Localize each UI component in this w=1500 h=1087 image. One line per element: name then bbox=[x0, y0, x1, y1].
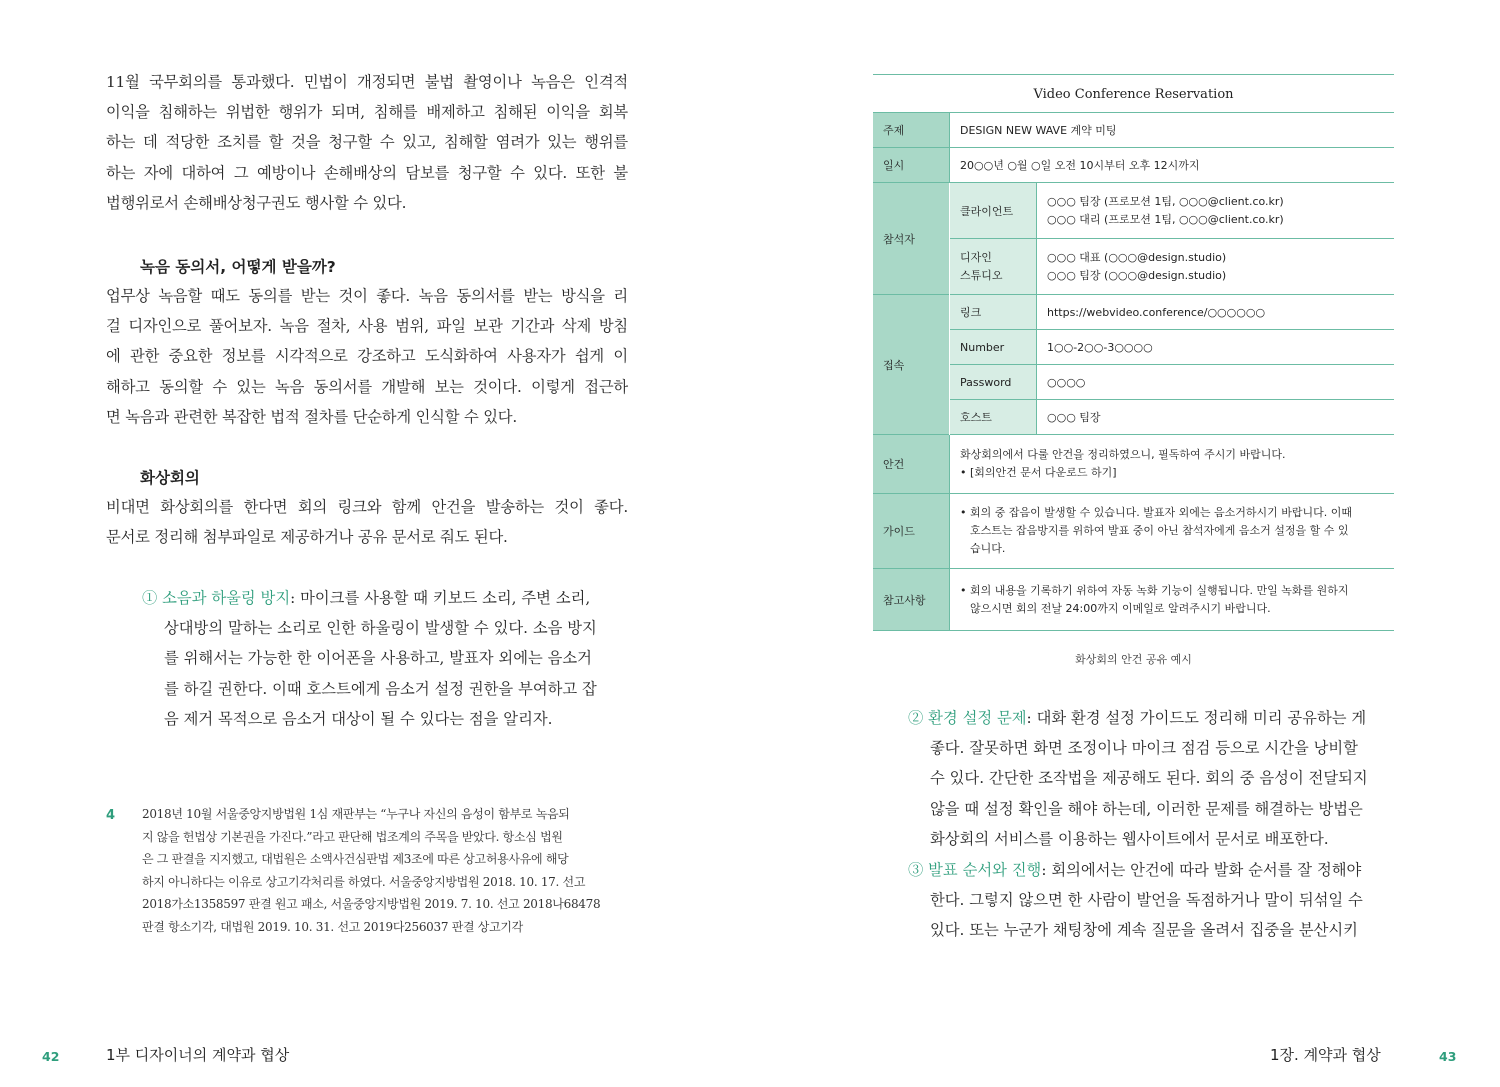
row-label-attendees: 참석자 bbox=[873, 183, 950, 295]
text-line: 있다. 또는 누군가 채팅창에 계속 질문을 올려서 집중을 분산시키 bbox=[930, 921, 1358, 940]
text-line: 문서로 정리해 첨부파일로 제공하거나 공유 문서로 줘도 된다. bbox=[106, 528, 508, 547]
text-line: 한다. 그렇지 않으면 한 사람이 발언을 독점하거나 말이 뒤섞일 수 bbox=[930, 891, 1363, 910]
row-label-guide: 가이드 bbox=[873, 494, 950, 569]
footnote-number: 4 bbox=[106, 808, 116, 823]
table-row bbox=[873, 569, 1394, 631]
sub-label-client: 클라이언트 bbox=[950, 183, 1037, 239]
table-title: Video Conference Reservation bbox=[1033, 87, 1234, 102]
sub-label-password: Password bbox=[950, 365, 1037, 400]
text-line: 면 녹음과 관련한 복잡한 법적 절차를 단순하게 인식할 수 있다. bbox=[106, 407, 518, 426]
notes-line: • 회의 내용을 기록하기 위하여 자동 녹화 기능이 실행됩니다. 만일 녹화를 원하지 bbox=[960, 583, 1349, 597]
text-line: 법행위로서 손해배상청구권도 행사할 수 있다. bbox=[106, 193, 407, 212]
attendee-entry: ○○○ 팀장 (프로모션 1팀, ○○○@client.co.kr) bbox=[1047, 194, 1284, 208]
attendee-entry: ○○○ 대리 (프로모션 1팀, ○○○@client.co.kr) bbox=[1047, 212, 1284, 226]
client-attendees bbox=[1037, 183, 1395, 239]
list-item-label: ③ 발표 순서와 진행 bbox=[908, 861, 1042, 879]
text-line: 하는 데 적당한 조치를 할 것을 청구할 수 있고, 침해할 염려가 있는 행위를 bbox=[106, 133, 628, 152]
text-line: 에 관한 중요한 정보를 시각적으로 강조하고 도식화하여 사용자가 쉽게 이 bbox=[106, 347, 628, 366]
table-row bbox=[873, 295, 1394, 330]
host-value: ○○○ 팀장 bbox=[1037, 400, 1395, 435]
sub-label-studio bbox=[950, 239, 1037, 295]
guide-line: • 회의 중 잡음이 발생할 수 있습니다. 발표자 외에는 음소거하시기 바랍니다. 이때 bbox=[960, 506, 1352, 519]
sub-label-link: 링크 bbox=[950, 295, 1037, 330]
row-label-access: 접속 bbox=[873, 295, 950, 435]
text-line: : 마이크를 사용할 때 키보드 소리, 주변 소리, bbox=[290, 589, 591, 607]
footnote-line: 판결 항소기각, 대법원 2019. 10. 31. 선고 2019다256037 판결 상고기각 bbox=[142, 919, 523, 934]
text-line: 상대방의 말하는 소리로 인한 하울링이 발생할 수 있다. 소음 방지 bbox=[164, 619, 597, 638]
footnote-line: 지 않을 헌법상 기본권을 가진다.”라고 판단해 법조계의 주목을 받았다. 항소심 법원 bbox=[142, 829, 563, 844]
table-row bbox=[873, 400, 1394, 435]
running-title-right: 1장. 계약과 협상 bbox=[1270, 1046, 1381, 1064]
recording-consent-paragraph bbox=[106, 281, 628, 432]
running-title-left: 1부 디자이너의 계약과 협상 bbox=[106, 1046, 290, 1064]
agenda-text: 화상회의에서 다룰 안건을 정리하였으니, 필독하여 주시기 바랍니다. bbox=[960, 448, 1286, 461]
row-label-agenda: 안건 bbox=[873, 435, 950, 494]
notes-line: 않으시면 회의 전날 24:00까지 이메일로 알려주시기 바랍니다. bbox=[970, 601, 1271, 615]
sub-label-host: 호스트 bbox=[950, 400, 1037, 435]
row-label-subject: 주제 bbox=[873, 113, 950, 148]
reservation-table bbox=[873, 112, 1394, 631]
table-row bbox=[873, 435, 1394, 494]
footnote-line: 하지 아니하다는 이유로 상고기각처리를 하였다. 서울중앙지방법원 2018. 10. 17. 선고 bbox=[142, 874, 586, 889]
text-line: 비대면 화상회의를 한다면 회의 링크와 함께 안건을 발송하는 것이 좋다. bbox=[106, 498, 628, 516]
guide-line: 호스트는 잡음방지를 위하여 발표 중이 아닌 참석자에게 음소거 설정을 할 수 있 bbox=[970, 524, 1349, 537]
text-line: : 회의에서는 안건에 따라 발화 순서를 잘 정해야 bbox=[1041, 861, 1362, 879]
text-line: 를 하길 권한다. 이때 호스트에게 음소거 설정 권한을 부여하고 잡 bbox=[164, 679, 597, 698]
table-row bbox=[873, 239, 1394, 295]
password-value: ○○○○ bbox=[1037, 365, 1395, 400]
text-line: 해하고 동의할 수 있는 녹음 동의서를 개발해 보는 것이다. 이렇게 접근하 bbox=[106, 377, 628, 396]
notes-value bbox=[950, 569, 1395, 631]
list-item-label: ① 소음과 하울링 방지 bbox=[142, 589, 291, 607]
table-row bbox=[873, 113, 1394, 148]
footnote-line: 2018가소1358597 판결 원고 패소, 서울중앙지방법원 2019. 7. 10. 선고 2018나68478 bbox=[142, 897, 601, 911]
table-row bbox=[873, 365, 1394, 400]
text-line: 업무상 녹음할 때도 동의를 받는 것이 좋다. 녹음 동의서를 받는 방식을 리 bbox=[106, 287, 628, 305]
text-line: 를 위해서는 가능한 한 이어폰을 사용하고, 발표자 외에는 음소거 bbox=[164, 649, 592, 668]
label-line: 스튜디오 bbox=[960, 268, 1003, 282]
table-row bbox=[873, 330, 1394, 365]
list-item-label: ② 환경 설정 문제 bbox=[908, 709, 1027, 727]
label-line: 디자인 bbox=[960, 250, 992, 264]
row-label-notes: 참고사항 bbox=[873, 569, 950, 631]
text-line: 11월 국무회의를 통과했다. 민법이 개정되면 불법 촬영이나 녹음은 인격적 bbox=[106, 73, 628, 91]
list-item-noise-howling bbox=[142, 583, 628, 734]
text-line: 좋다. 잘못하면 화면 조정이나 마이크 점검 등으로 시간을 낭비할 bbox=[930, 739, 1358, 758]
agenda-value bbox=[950, 435, 1395, 494]
guide-value bbox=[950, 494, 1395, 569]
attendee-entry: ○○○ 대표 (○○○@design.studio) bbox=[1047, 250, 1227, 264]
footnote-line: 2018년 10월 서울중앙지방법원 1심 재판부는 “누구나 자신의 음성이 함부로 녹음되 bbox=[142, 807, 570, 821]
link-value: https://webvideo.conference/○○○○○○ bbox=[1037, 295, 1395, 330]
text-line: 수 있다. 간단한 조작법을 제공해도 된다. 회의 중 음성이 전달되지 bbox=[930, 769, 1368, 788]
table-row bbox=[873, 494, 1394, 569]
list-item-environment-setup bbox=[908, 703, 1394, 854]
reservation-table-block bbox=[873, 74, 1394, 631]
text-line: 화상회의 서비스를 이용하는 웹사이트에서 문서로 배포한다. bbox=[930, 829, 1329, 848]
row-label-datetime: 일시 bbox=[873, 148, 950, 183]
video-conference-paragraph bbox=[106, 492, 628, 552]
studio-attendees bbox=[1037, 239, 1395, 295]
section-heading-video-conference: 화상회의 bbox=[140, 469, 200, 487]
footnote-line: 은 그 판결을 지지했고, 대법원은 소액사건심판법 제3조에 따른 상고허용사유에 해당 bbox=[142, 852, 569, 866]
list-item-presentation-order bbox=[908, 855, 1394, 946]
intro-paragraph bbox=[106, 67, 628, 218]
text-line: 이익을 침해하는 위법한 행위가 되며, 침해를 배제하고 침해된 이익을 회복 bbox=[106, 103, 628, 122]
text-line: : 대화 환경 설정 가이드도 정리해 미리 공유하는 게 bbox=[1026, 709, 1367, 727]
number-value: 1○○-2○○-3○○○○ bbox=[1037, 330, 1395, 365]
text-line: 음 제거 목적으로 음소거 대상이 될 수 있다는 점을 알리자. bbox=[164, 709, 553, 728]
text-line: 걸 디자인으로 풀어보자. 녹음 절차, 사용 범위, 파일 보관 기간과 삭제 방침 bbox=[106, 317, 628, 336]
datetime-value: 20○○년 ○월 ○일 오전 10시부터 오후 12시까지 bbox=[950, 148, 1395, 183]
section-heading-recording-consent: 녹음 동의서, 어떻게 받을까? bbox=[140, 258, 336, 276]
agenda-download-link[interactable]: • [회의안건 문서 다운로드 하기] bbox=[960, 466, 1117, 479]
subject-value: DESIGN NEW WAVE 계약 미팅 bbox=[950, 113, 1395, 148]
sub-label-number: Number bbox=[950, 330, 1037, 365]
guide-line: 습니다. bbox=[970, 542, 1006, 555]
page-number-right: 43 bbox=[1439, 1049, 1457, 1064]
attendee-entry: ○○○ 팀장 (○○○@design.studio) bbox=[1047, 268, 1227, 282]
table-row bbox=[873, 183, 1394, 239]
table-row bbox=[873, 148, 1394, 183]
page-number-left: 42 bbox=[42, 1049, 60, 1064]
footnote bbox=[142, 803, 628, 938]
text-line: 하는 자에 대하여 그 예방이나 손해배상의 담보를 청구할 수 있다. 또한 불 bbox=[106, 163, 628, 182]
table-caption: 화상회의 안건 공유 예시 bbox=[1075, 653, 1192, 666]
text-line: 않을 때 설정 확인을 해야 하는데, 이러한 문제를 해결하는 방법은 bbox=[930, 799, 1363, 818]
